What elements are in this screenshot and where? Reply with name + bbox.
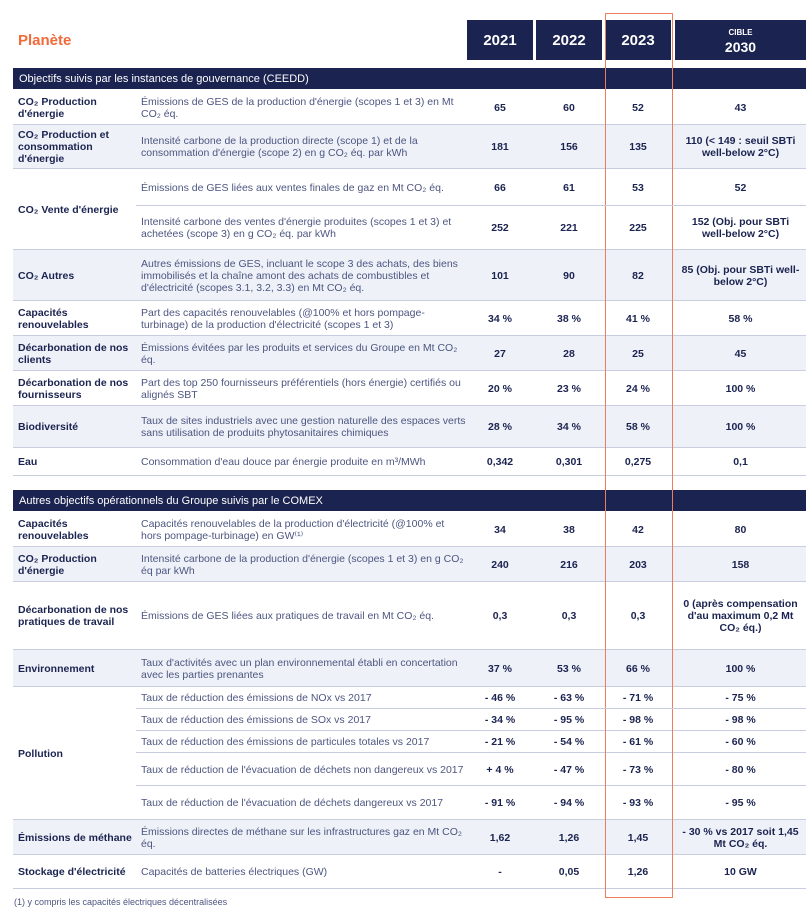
value-target-2030: 110 (< 149 : seuil SBTi well-below 2°C)	[685, 135, 796, 159]
row-category: Environnement	[18, 662, 95, 675]
row-divider	[136, 205, 806, 206]
table-row	[0, 90, 810, 125]
row-description: Taux de réduction de l'évacuation de déchets non dangereux vs 2017	[141, 763, 464, 776]
row-divider	[13, 888, 806, 889]
year-2022-header: 2022	[536, 20, 602, 60]
value-target-2030: 85 (Obj. pour SBTi well-below 2°C)	[681, 263, 800, 288]
row-category: Eau	[18, 456, 38, 468]
table-row	[0, 547, 810, 582]
row-divider	[13, 475, 806, 476]
value-2022: 0,05	[558, 866, 580, 878]
row-description: Émissions de GES liées aux pratiques de travail en Mt CO₂ éq.	[141, 610, 434, 622]
value-2022: 0,3	[561, 610, 577, 622]
value-2021: - 46 %	[484, 692, 516, 704]
value-2023: - 71 %	[622, 692, 654, 704]
row-description: Taux de sites industriels avec une gestion naturelle des espaces verts sans utilisation de produits phytosanitaires chimiques	[141, 415, 466, 439]
value-2021: 101	[491, 269, 509, 282]
value-2023: - 93 %	[622, 797, 654, 809]
value-2021: 181	[491, 141, 509, 153]
value-target-2030: 158	[731, 558, 750, 571]
value-target-2030: - 95 %	[725, 797, 756, 809]
value-target-2030: 100 %	[725, 382, 756, 395]
year-2021-header: 2021	[467, 20, 533, 60]
row-category: Stockage d'électricité	[18, 866, 126, 878]
value-target-2030: 58 %	[728, 312, 753, 325]
row-description: Intensité carbone des ventes d'énergie produites (scopes 1 et 3) et achetées (scope 3) en g CO₂ éq. par kWh	[141, 216, 452, 240]
row-divider	[136, 708, 806, 709]
value-target-2030: - 60 %	[725, 736, 756, 748]
value-2021: -	[498, 866, 502, 878]
value-target-2030: 100 %	[725, 662, 756, 675]
value-2022: 34 %	[557, 421, 581, 433]
section-comex: Autres objectifs opérationnels du Groupe suivis par le COMEX	[13, 490, 806, 511]
row-description: Taux de réduction des émissions de NOx vs 2017	[141, 692, 372, 704]
value-2022: 221	[560, 222, 578, 234]
value-2021: - 34 %	[484, 714, 516, 726]
value-2021: 1,62	[489, 831, 511, 844]
section-governance: Objectifs suivis par les instances de gouvernance (CEEDD)	[13, 68, 806, 89]
value-2023: 25	[632, 347, 644, 360]
row-category: Capacités renouvelables	[18, 306, 89, 331]
row-category: CO₂ Autres	[18, 269, 75, 282]
value-2021: 240	[491, 558, 509, 571]
row-description: Part des capacités renouvelables (@100% et hors pompage-turbinage) de la production d'électricité (scopes 1 et 3)	[141, 306, 425, 331]
value-target-2030: 152 (Obj. pour SBTi well-below 2°C)	[691, 216, 790, 240]
row-description: Capacités renouvelables de la production d'électricité (@100% et hors pompage-turbinage) en GW⁽¹⁾	[141, 517, 445, 542]
value-2023: 0,275	[624, 456, 652, 468]
value-2021: - 91 %	[484, 797, 516, 809]
value-2023: 135	[629, 141, 647, 153]
value-2022: 23 %	[557, 382, 581, 395]
value-2022: 1,26	[558, 831, 580, 844]
value-target-2030: - 30 % vs 2017 soit 1,45 Mt CO₂ éq.	[682, 825, 799, 850]
value-target-2030: 10 GW	[724, 866, 757, 878]
value-2021: 37 %	[488, 662, 512, 675]
value-2021: 34 %	[488, 312, 512, 325]
value-2023: 58 %	[626, 421, 650, 433]
value-2022: 216	[560, 558, 578, 571]
value-2023: - 73 %	[622, 763, 654, 776]
value-2022: 60	[563, 101, 575, 114]
value-2023: 203	[629, 558, 647, 571]
value-2021: 34	[494, 523, 506, 536]
value-2022: - 95 %	[553, 714, 585, 726]
value-2023: 1,26	[627, 866, 649, 878]
row-description: Taux d'activités avec un plan environnemental établi en concertation avec les parties prenantes	[141, 656, 458, 681]
value-2023: 0,3	[630, 610, 646, 622]
value-2023: - 61 %	[622, 736, 654, 748]
value-2021: - 21 %	[484, 736, 516, 748]
row-description: Capacités de batteries électriques (GW)	[141, 866, 328, 878]
value-2021: 0,342	[486, 456, 514, 468]
value-2022: - 63 %	[553, 692, 585, 704]
row-category: Capacités renouvelables	[18, 517, 89, 542]
value-2022: 53 %	[557, 662, 581, 675]
table-row	[0, 250, 810, 301]
value-2022: - 47 %	[553, 763, 585, 776]
table-row	[0, 406, 810, 448]
row-description: Taux de réduction des émissions de SOx vs 2017	[141, 714, 371, 726]
footnote: (1) y compris les capacités électriques décentralisées	[14, 897, 228, 907]
table-row	[0, 650, 810, 687]
row-category: Biodiversité	[18, 421, 79, 433]
value-2022: 28	[563, 347, 575, 360]
value-2022: 90	[563, 269, 575, 282]
value-target-2030: 43	[734, 101, 747, 114]
target-label: CIBLE	[728, 28, 753, 37]
row-description: Émissions de GES de la production d'énergie (scopes 1 et 3) en Mt CO₂ éq.	[141, 95, 454, 120]
table-row	[0, 512, 810, 547]
value-2021: 252	[491, 222, 509, 234]
row-category: CO₂ Production d'énergie	[18, 95, 97, 120]
value-2023: 1,45	[627, 831, 649, 844]
row-category: CO₂ Vente d'énergie	[18, 203, 119, 216]
value-target-2030: - 80 %	[725, 763, 756, 776]
table-row	[0, 820, 810, 855]
row-description: Consommation d'eau douce par énergie produite en m³/MWh	[141, 456, 426, 468]
table-row	[0, 448, 810, 476]
value-2023: - 98 %	[622, 714, 654, 726]
year-2023-header: 2023	[605, 20, 671, 60]
row-category: Pollution	[18, 747, 63, 760]
table-row	[0, 301, 810, 336]
value-2021: 65	[494, 101, 506, 114]
value-2022: 0,301	[555, 456, 583, 468]
target-2030-header	[675, 20, 806, 60]
row-description: Intensité carbone de la production d'énergie (scopes 1 et 3) en g CO₂ éq par kWh	[141, 552, 464, 577]
table-row	[0, 125, 810, 169]
value-2023: 66 %	[626, 662, 650, 675]
value-2021: 0,3	[492, 610, 508, 622]
value-target-2030: 0 (après compensation d'au maximum 0,2 Mt CO₂ éq.)	[683, 598, 798, 634]
value-2022: 38	[563, 523, 575, 536]
table-header	[0, 20, 810, 60]
target-year: 2030	[724, 39, 757, 55]
value-2023: 42	[632, 523, 644, 536]
row-description: Taux de réduction de l'évacuation de déchets dangereux vs 2017	[141, 797, 444, 809]
value-2023: 52	[632, 101, 644, 114]
row-description: Autres émissions de GES, incluant le scope 3 des achats, des biens immobilisés et la chaîne amont des achats de combustibles et d'électricité (scopes 3.1, 3.2, 3.3) en Mt CO₂ éq.	[141, 257, 458, 294]
row-description: Intensité carbone de la production directe (scope 1) et de la consommation d'énergie (scope 2) en g CO₂ éq. par kWh	[141, 135, 418, 159]
value-2021: 28 %	[488, 421, 512, 433]
row-category: CO₂ Production d'énergie	[18, 552, 97, 577]
value-2021: 20 %	[488, 382, 512, 395]
value-target-2030: 45	[734, 347, 747, 360]
table-row	[0, 582, 810, 650]
table-row	[0, 855, 810, 889]
value-target-2030: 100 %	[725, 421, 756, 433]
table-row	[0, 169, 810, 216]
table-row	[0, 371, 810, 406]
row-category: Décarbonation de nos pratiques de travail	[18, 604, 129, 628]
value-target-2030: 0,1	[733, 456, 748, 468]
value-2022: - 94 %	[553, 797, 585, 809]
row-category: Émissions de méthane	[18, 831, 132, 844]
value-2023: 225	[629, 222, 647, 234]
row-category: CO₂ Production et consommation d'énergie	[18, 129, 109, 165]
value-2022: 38 %	[557, 312, 581, 325]
page-title: Planète	[18, 32, 72, 49]
value-2021: 66	[494, 181, 506, 194]
value-2022: 156	[560, 141, 578, 153]
value-2023: 41 %	[626, 312, 650, 325]
value-2023: 24 %	[626, 382, 650, 395]
row-description: Part des top 250 fournisseurs préférentiels (hors énergie) certifiés ou alignés SBT	[141, 376, 461, 401]
value-target-2030: 52	[734, 181, 747, 194]
value-2023: 82	[632, 269, 644, 282]
value-2023: 53	[632, 181, 644, 194]
value-target-2030: 80	[734, 523, 747, 536]
row-category: Décarbonation de nos clients	[18, 341, 129, 366]
row-description: Émissions de GES liées aux ventes finales de gaz en Mt CO₂ éq.	[141, 181, 444, 194]
row-category: Décarbonation de nos fournisseurs	[18, 376, 129, 401]
table-row	[0, 336, 810, 371]
row-description: Émissions directes de méthane sur les infrastructures gaz en Mt CO₂ éq.	[141, 825, 462, 850]
value-2022: - 54 %	[553, 736, 585, 748]
row-description: Taux de réduction des émissions de particules totales vs 2017	[141, 736, 430, 748]
row-description: Émissions évitées par les produits et services du Groupe en Mt CO₂ éq.	[141, 341, 458, 366]
value-2021: 27	[494, 347, 506, 360]
value-2021: + 4 %	[486, 763, 514, 776]
value-target-2030: - 98 %	[725, 714, 756, 726]
value-target-2030: - 75 %	[725, 692, 756, 704]
value-2022: 61	[563, 181, 575, 194]
